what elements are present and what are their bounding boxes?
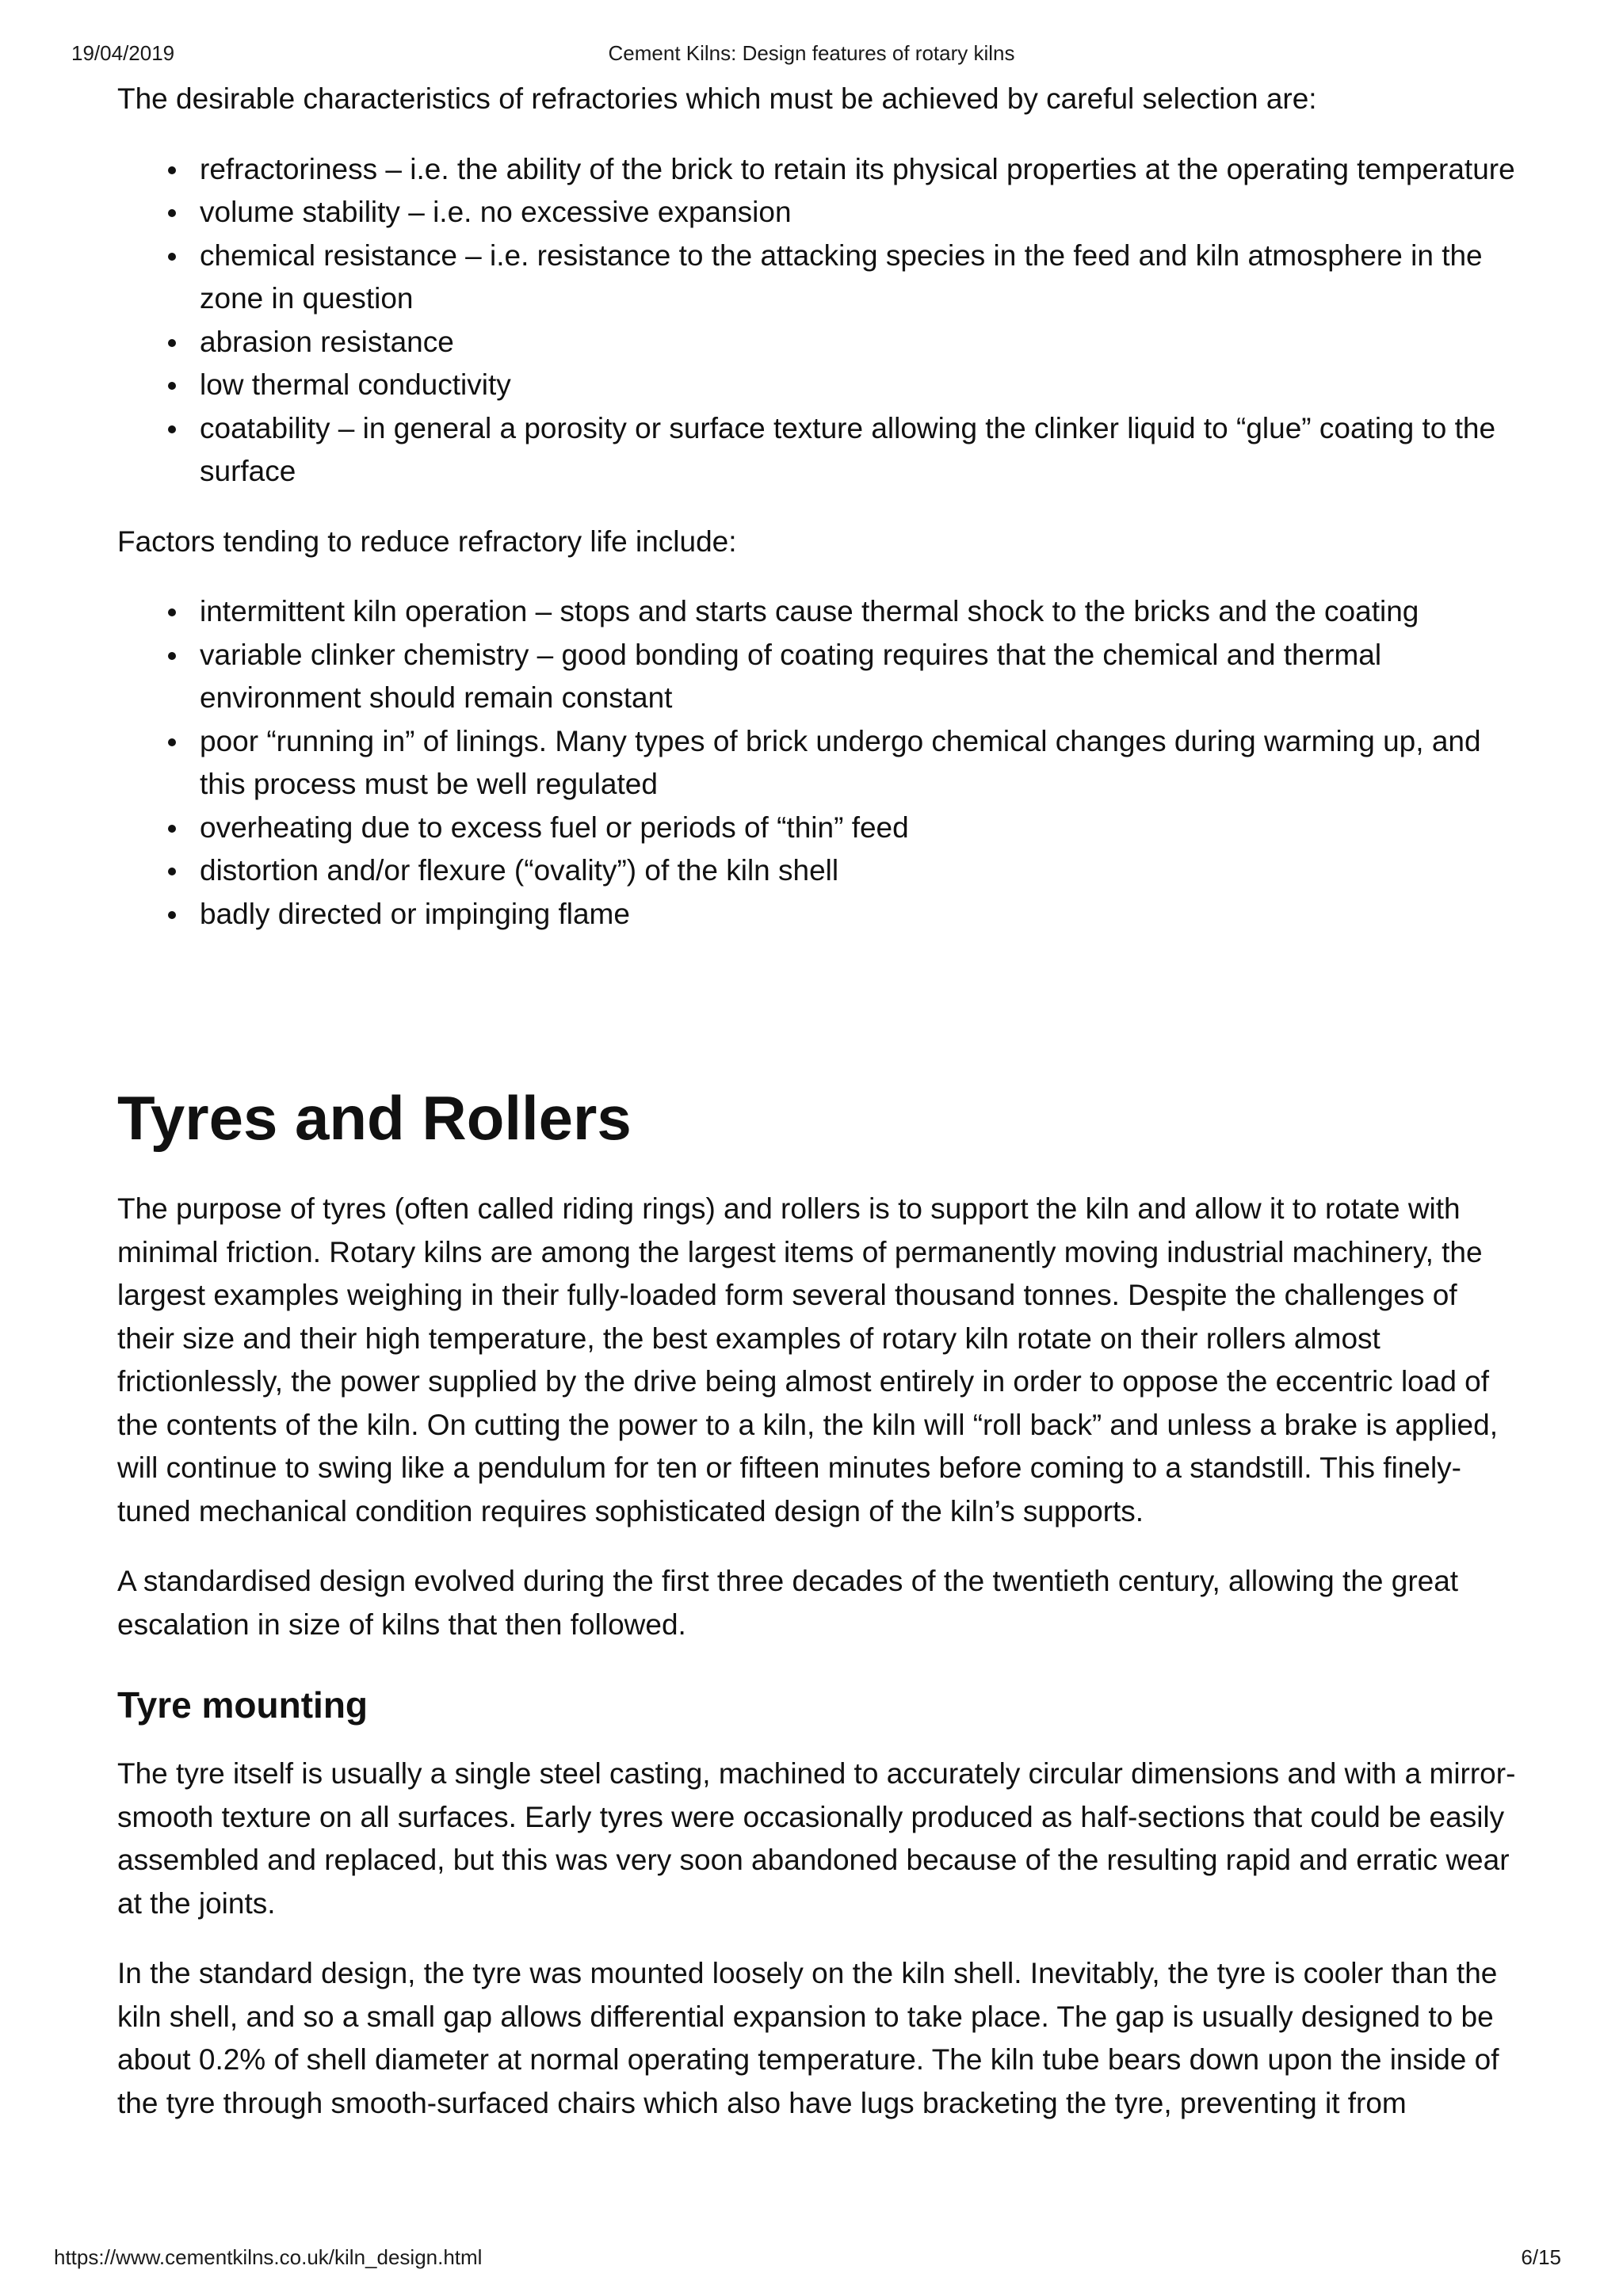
subsection-heading: Tyre mounting bbox=[117, 1684, 369, 1726]
factors-list bbox=[117, 590, 1522, 936]
list-item: overheating due to excess fuel or periods of “thin” feed bbox=[200, 807, 1522, 850]
print-date: 19/04/2019 bbox=[71, 41, 175, 65]
subsection-paragraph: In the standard design, the tyre was mounted loosely on the kiln shell. Inevitably, the tyre is cooler than the kiln shell, and so a small gap allows differential expansion to take place. The gap is usually designed to be about 0.2% of shell diameter at normal operating temperature. The kiln tube bears down upon the inside of the tyre through smooth-surfaced chairs which also have lugs bracketing the tyre, preventing it from bbox=[117, 1957, 1499, 2119]
list-item: low thermal conductivity bbox=[200, 364, 1522, 407]
document-title: Cement Kilns: Design features of rotary kilns bbox=[608, 41, 1015, 65]
print-header bbox=[71, 40, 1552, 67]
section-paragraph: The purpose of tyres (often called riding rings) and rollers is to support the kiln and allow it to rotate with minimal friction. Rotary kilns are among the largest items of permanently moving industrial machinery, the largest examples weighing in their fully-loaded form several thousand tonnes. Despite the challenges of their size and their high temperature, the best examples of rotary kiln rotate on their rollers almost frictionlessly, the power supplied by the drive being almost entirely in order to oppose the eccentric load of the contents of the kiln. On cutting the power to a kiln, the kiln will “roll back” and unless a brake is applied, will continue to swing like a pendulum for ten or fifteen minutes before coming to a standstill. This finely-tuned mechanical condition requires sophisticated design of the kiln’s supports. bbox=[117, 1192, 1498, 1527]
list-item: volume stability – i.e. no excessive expansion bbox=[200, 191, 1522, 235]
section-heading: Tyres and Rollers bbox=[117, 1083, 632, 1153]
list-item: badly directed or impinging flame bbox=[200, 893, 1522, 936]
list-item: abrasion resistance bbox=[200, 321, 1522, 364]
factors-intro: Factors tending to reduce refractory life include: bbox=[117, 524, 737, 558]
list-item: distortion and/or flexure (“ovality”) of the kiln shell bbox=[200, 849, 1522, 893]
page-content bbox=[117, 78, 1522, 2152]
list-item: chemical resistance – i.e. resistance to the attacking species in the feed and kiln atmosphere in the zone in question bbox=[200, 235, 1522, 321]
print-footer bbox=[54, 2244, 1561, 2271]
list-item: intermittent kiln operation – stops and starts cause thermal shock to the bricks and the coating bbox=[200, 590, 1522, 634]
page-number: 6/15 bbox=[1521, 2245, 1561, 2269]
characteristics-intro: The desirable characteristics of refractories which must be achieved by careful selection are: bbox=[117, 82, 1317, 115]
section-paragraph: A standardised design evolved during the first three decades of the twentieth century, allowing the great escalation in size of kilns that then followed. bbox=[117, 1565, 1459, 1641]
list-item: variable clinker chemistry – good bonding of coating requires that the chemical and thermal environment should remain constant bbox=[200, 634, 1522, 720]
list-item: refractoriness – i.e. the ability of the brick to retain its physical properties at the operating temperature bbox=[200, 148, 1522, 192]
subsection-paragraph: The tyre itself is usually a single steel casting, machined to accurately circular dimensions and with a mirror-smooth texture on all surfaces. Early tyres were occasionally produced as half-sections that could be easily assembled and replaced, but this was very soon abandoned because of the resulting rapid and erratic wear at the joints. bbox=[117, 1757, 1516, 1920]
characteristics-list bbox=[117, 148, 1522, 494]
list-item: poor “running in” of linings. Many types of brick undergo chemical changes during warming up, and this process must be well regulated bbox=[200, 720, 1522, 807]
list-item: coatability – in general a porosity or surface texture allowing the clinker liquid to “glue” coating to the surface bbox=[200, 407, 1522, 494]
page-url: https://www.cementkilns.co.uk/kiln_design.html bbox=[54, 2245, 483, 2269]
